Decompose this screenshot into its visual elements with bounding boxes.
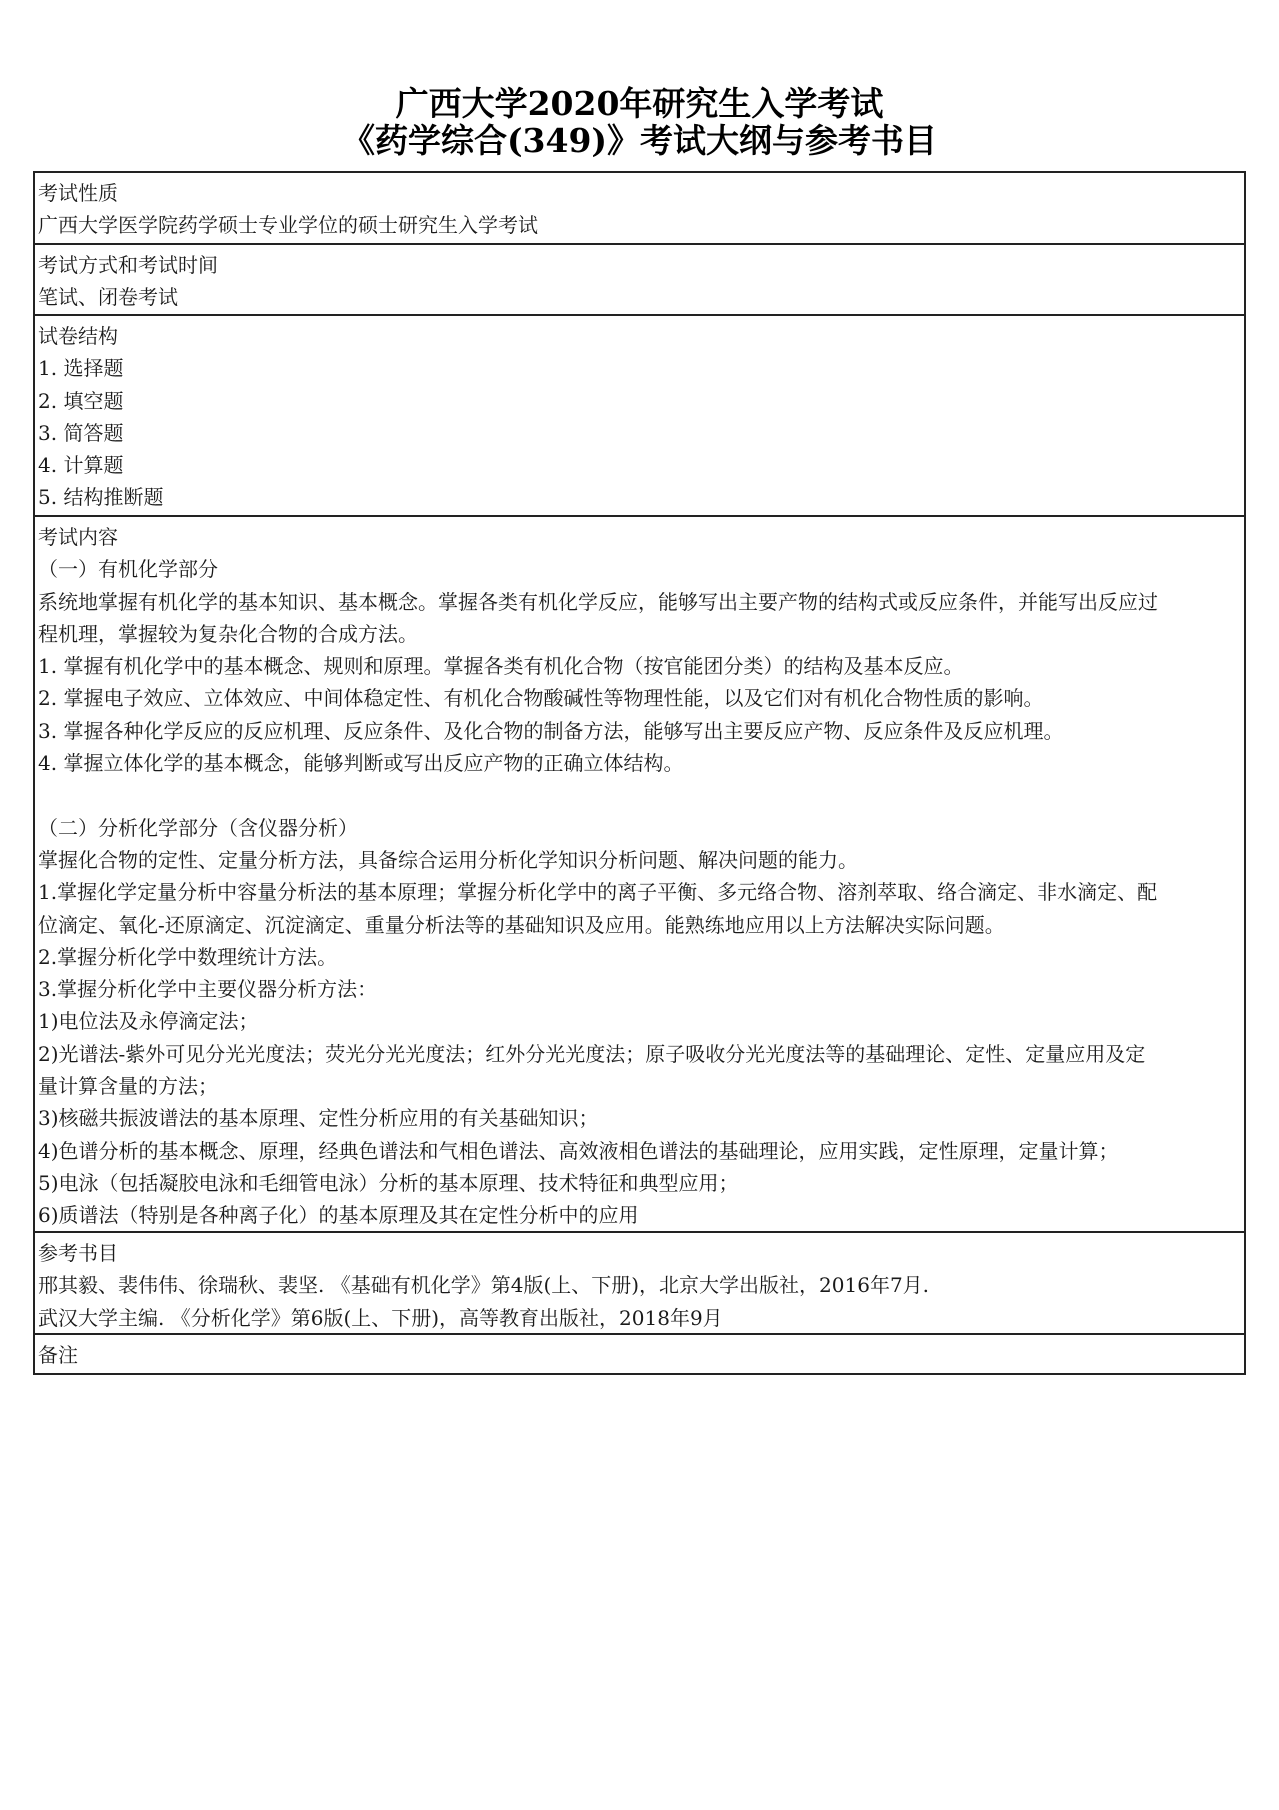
section-heading: 试卷结构 <box>38 324 118 348</box>
list-item: 2. 掌握电子效应、立体效应、中间体稳定性、有机化合物酸碱性等物理性能，以及它们对有机化合物性质的影响。 <box>38 686 1044 711</box>
reference-item: 武汉大学主编. 《分析化学》第6版(上、下册)，高等教育出版社，2018年9月 <box>38 1305 723 1330</box>
subsection-heading-organic: （一）有机化学部分 <box>38 557 218 582</box>
list-item: 3. 掌握各种化学反应的反应机理、反应条件、及化合物的制备方法，能够写出主要反应产物、反应条件及反应机理。 <box>38 718 1064 743</box>
section-exam-content <box>35 517 1244 1233</box>
list-item: 4. 计算题 <box>38 453 124 478</box>
list-item: 6)质谱法（特别是各种离子化）的基本原理及其在定性分析中的应用 <box>38 1203 639 1228</box>
section-text: 广西大学医学院药学硕士专业学位的硕士研究生入学考试 <box>38 213 538 238</box>
list-item: 2.掌握分析化学中数理统计方法。 <box>38 944 338 969</box>
list-item: 3. 简答题 <box>38 420 124 445</box>
list-item: 1. 掌握有机化学中的基本概念、规则和原理。掌握各类有机化合物（按官能团分类）的结构及基本反应。 <box>38 654 964 679</box>
section-paper-structure <box>35 316 1244 517</box>
section-remarks <box>35 1335 1244 1373</box>
list-item: 位滴定、氧化-还原滴定、沉淀滴定、重量分析法等的基础知识及应用。能熟练地应用以上方法解决实际问题。 <box>38 912 1005 937</box>
document-title-line1: 广西大学2020年研究生入学考试 <box>395 84 884 123</box>
list-item: 1)电位法及永停滴定法； <box>38 1009 259 1034</box>
list-item: 3)核磁共振波谱法的基本原理、定性分析应用的有关基础知识； <box>38 1106 599 1131</box>
list-item: 1. 选择题 <box>38 356 124 381</box>
list-item: 2. 填空题 <box>38 388 124 413</box>
list-item: 量计算含量的方法； <box>38 1074 218 1099</box>
list-item: 4. 掌握立体化学的基本概念，能够判断或写出反应产物的正确立体结构。 <box>38 751 684 776</box>
subsection-heading-analytical: （二）分析化学部分（含仪器分析） <box>38 815 358 840</box>
section-heading: 考试性质 <box>38 181 118 205</box>
list-item: 3.掌握分析化学中主要仪器分析方法： <box>38 977 378 1002</box>
paragraph-line: 掌握化合物的定性、定量分析方法，具备综合运用分析化学知识分析问题、解决问题的能力。 <box>38 847 858 872</box>
section-heading: 参考书目 <box>38 1241 118 1265</box>
list-item: 5. 结构推断题 <box>38 485 164 510</box>
section-heading: 备注 <box>38 1343 78 1367</box>
document-title-line2: 《药学综合(349)》考试大纲与参考书目 <box>341 121 938 160</box>
blank-line <box>38 779 1241 811</box>
section-heading: 考试内容 <box>38 525 118 549</box>
section-exam-method <box>35 245 1244 316</box>
list-item: 1.掌握化学定量分析中容量分析法的基本原理；掌握分析化学中的离子平衡、多元络合物、溶剂萃取、络合滴定、非水滴定、配 <box>38 880 1158 905</box>
paragraph-line: 程机理，掌握较为复杂化合物的合成方法。 <box>38 621 418 646</box>
paragraph-line: 系统地掌握有机化学的基本知识、基本概念。掌握各类有机化学反应，能够写出主要产物的结构式或反应条件，并能写出反应过 <box>38 589 1158 614</box>
section-heading: 考试方式和考试时间 <box>38 253 218 277</box>
list-item: 4)色谱分析的基本概念、原理，经典色谱法和气相色谱法、高效液相色谱法的基础理论，应用实践，定性原理，定量计算； <box>38 1138 1119 1163</box>
section-exam-nature <box>35 173 1244 245</box>
section-references <box>35 1233 1244 1335</box>
list-item: 2)光谱法-紫外可见分光光度法；荧光分光光度法；红外分光光度法；原子吸收分光光度法等的基础理论、定性、定量应用及定 <box>38 1041 1146 1066</box>
list-item: 5)电泳（包括凝胶电泳和毛细管电泳）分析的基本原理、技术特征和典型应用； <box>38 1170 739 1195</box>
syllabus-table <box>33 171 1246 1375</box>
section-text: 笔试、闭卷考试 <box>38 285 178 310</box>
reference-item: 邢其毅、裴伟伟、徐瑞秋、裴坚. 《基础有机化学》第4版(上、下册)，北京大学出版社，2016年7月. <box>38 1273 930 1298</box>
